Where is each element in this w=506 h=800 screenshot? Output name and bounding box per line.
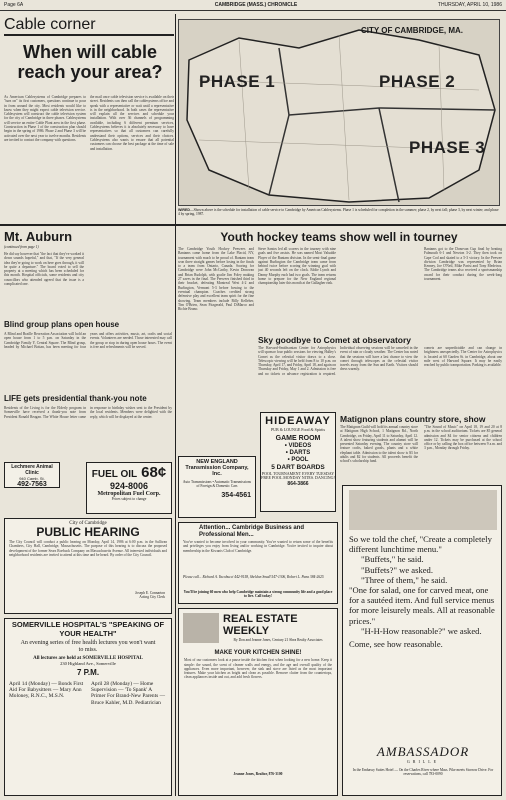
lechmere-title: Lechmere Animal Clinic	[11, 464, 53, 476]
map-phase-3: PHASE 3	[409, 138, 486, 157]
caption-text: —Shown above is the schedule for installation of cable service to Cambridge by American Cablesystems. Phase 1 is scheduled for completion in the summer; phase 2, by next fall; phase 3, by next winter; and phase 4 by spring, 1987.	[178, 208, 499, 217]
ambassador-copy	[349, 534, 497, 649]
paper-name: CAMBRIDGE (MASS.) CHRONICLE	[214, 2, 298, 8]
realestate-body: Most of our customers look at a pause inside the kitchen first when looking for a new home. Keep it simple: the sound, the scent of cleaner walls and energy, and the age and overall quality of the appliances. Even more important, however, the sink and stove are listed as the most important features. Make your kitchen as bright and clean as possible. Remove clutter from the countertops, clean appliances inside and out, and add fresh flowers.	[184, 658, 332, 680]
realestate-head: MAKE YOUR KITCHEN SHINE!	[214, 650, 302, 657]
section-title: Cable corner	[4, 16, 96, 33]
cable-phase-map	[178, 19, 500, 206]
cable-body-col1: As American Cablesystems of Cambridge prepares to "turn on" its first customers, questions continue to pour in from around the city. Most residents would like to know when they might expect cable television service. Cablesystem will construct the cable television system for the city of Cambridge in three phases. Cablesystems will service an entire Cable Plant area in the first phase. Construction in Phase 1 of the construction plan should begin in the spring of 1986. Phase 2 and Phase 3 will be activated over the next year to twelve months. Residents are invited to contact the company with questions.	[4, 95, 86, 142]
hearing-body: The City Council will conduct a public hearing on Monday, April 14, 1986 at 6:00 p.m. in the Sullivan Chambers, City Hall, Cambridge, Massachusetts. The purpose of this hearing is to discuss the proposed development of the former Sears Roebuck Company on Massachusetts Avenue. All interested individuals and neighborhood residents are invited to attend at this time and be heard. By order of the City Council.	[9, 540, 167, 557]
realestate-title: REAL ESTATE WEEKLY	[223, 613, 298, 637]
mtauburn-cont: (continued from page 1)	[4, 245, 39, 249]
comet-body-2: comets are unpredictable and can change in brightness unexpectedly. The Center for Astrophysics is located at 60 Garden St. in Cambridge, about one mile west of Harvard Square. It may be easily reached by public transportation. Parking is available.	[424, 346, 502, 368]
matignon-headline: Matignon plans country store, show	[340, 415, 486, 424]
map-caption	[178, 208, 500, 220]
hockey-body-col3: Bantams got to the Donovan Cup final by beating Falmouth 6-1 and Newton 3-2. They then took on Cape Cod and skated to a 5-3 victory. In the Peewee division Cambridge was represented by Brian Kenney, Joe O'Neil, Mike Parisi and Tony Medeiros. The Cambridge teams also received a sportsmanship award for their conduct during the week-long tournament.	[424, 247, 502, 282]
comet-body: The Harvard-Smithsonian Center for Astrophysics will sponsor four public sessions for viewing Halley's Comet as the celestial visitor draws to a close. Telescopic viewing will be held from 8 to 10 p.m. on Thursday, April 17, and Friday, April 18, and again on Thursday and Friday, May 1 and 2. Admission is free and no tickets or advance registration is required. Individual observing sessions will be canceled in the event of rain or cloudy weather. The Center has noted that the sessions will have a last chance to view the comet through telescopes as the celestial visitor travels away from the Sun and Earth. Visitors should dress warmly.	[258, 346, 418, 376]
lechmere-phone: 492-7563	[17, 481, 47, 488]
attention-footer: You'll be joining 60 men who help Cambridge maintain a strong community life and a good place to live. Call today!	[183, 590, 333, 599]
hideaway-item-2: • DARTS	[285, 450, 311, 456]
blind-body: A Blind and Braille Recreation Association will hold an open house from 1 to 5 p.m. on Saturday in the Cambridge Family Y, Central Square. The Blind group, headed by Michael Bottan, has been meeting for four years and offers activities, music, art, crafts and social events. Volunteers are needed. Those interested may call the group or stop in during open house hours. The event is free and refreshments will be served.	[4, 332, 172, 349]
hearing-sign2: Acting City Clerk	[139, 595, 165, 600]
ambassador-line-4: "One for salad, one for carved meat, one for a sautéed item. And full service menus for more leisurely meals. All at reasonable prices."	[349, 585, 495, 626]
hearing-sign: Joseph E. Connarton	[135, 591, 165, 595]
blind-title: Blind group plans open house	[4, 321, 120, 329]
hockey-headline: Youth hockey teams show well in tourney	[220, 231, 458, 243]
map-phase-2: PHASE 2	[379, 72, 456, 91]
fuel-oil-ad	[86, 462, 172, 514]
public-hearing-ad	[4, 518, 172, 614]
somerville-where: All lectures are held at SOMERVILLE HOSPITAL	[33, 655, 143, 661]
somerville-time: 7 P.M.	[76, 667, 100, 677]
map-phase-1: PHASE 1	[199, 72, 276, 91]
ambassador-name: AMBASSADOR	[376, 744, 470, 759]
fuel-sub: Prices subject to change	[111, 497, 147, 501]
hearing-title: PUBLIC HEARING	[36, 525, 140, 539]
fuel-price: 68¢	[141, 464, 167, 481]
hideaway-item-5: POOL TOURNAMENT EVERY TUESDAY	[261, 470, 335, 476]
fuel-name: Metropolitan Fuel Corp.	[97, 491, 161, 497]
realestate-by: By Don and Jeanne Jones, Century 21 Shea Realty Associates	[233, 638, 323, 642]
hideaway-sub: PUB & LOUNGE Food & Spirits	[270, 427, 326, 432]
lecture-2: April 28 (Monday) — Home Supervision — 'To Spank' A Primer For Brand-New Parents — Bruce Kahler, M.D. Pediatrician	[91, 680, 165, 706]
ambassador-line-2: "Buffets?" we asked.	[361, 564, 434, 575]
cable-headline: When will cable reach your area?	[17, 42, 163, 82]
ambassador-photo	[349, 490, 497, 530]
lechmere-ad	[4, 462, 60, 488]
ambassador-line-6: Come, see how reasonable.	[349, 639, 443, 650]
hideaway-item-0: GAME ROOM	[275, 435, 321, 442]
realestate-footer: Jeanne Jones, Realtor, 876-3100	[233, 772, 283, 777]
real-estate-ad	[178, 608, 338, 796]
map-svg	[179, 20, 500, 206]
paper-date: THURSDAY, APRIL 10, 1986	[437, 2, 502, 8]
page-number: Page 6A	[4, 2, 24, 8]
fuel-title: FUEL OIL	[91, 469, 138, 480]
newengland-phone: 354-4561	[221, 492, 251, 500]
ambassador-line-0: So we told the chef, "Create a completely different lunchtime menu."	[349, 534, 492, 555]
hideaway-phone: 864-3866	[287, 481, 309, 488]
attention-title: Attention... Cambridge Business and Professional Men...	[199, 525, 305, 538]
cable-section-header	[4, 14, 174, 36]
cable-headline-box	[8, 42, 172, 92]
ambassador-addr: In the Embassy Suites Hotel — On the Charles River where Mass. Pike meets Storrow Drive. For reservations, call 783-0090	[352, 768, 494, 777]
cable-body-col2: the mail once cable television service is available on their street. Residents can then call the cablesystems office and speak with a representative or wait until a representative is in the neighborhood. In both cases the representative will explain all the services and schedule your installation. With over 36 channels of programming available, including 6 different premium services, Cablesystems believes it is absolutely necessary to have representatives so that all customers can carefully understand their options, services and their choices. Cablesystems also wants to ensure that all potential customers can choose the best package at the time of sale and installation.	[90, 95, 174, 151]
fuel-phone: 924-8006	[109, 481, 149, 491]
hockey-body-col1: The Cambridge Youth Hockey Peewees and Bantams came home from the Lake Placid, NY, tournament with much to be proud of. Bantam team won three straight games before losing in the finals to a team from Ontario, Canada. Scoring for Cambridge were John McCarthy, Kevin Donovan and Brian Rudolph, with goalie Jim Foley making 27 saves in the final. The Peewees finished third in their bracket, defeating Montreal West 4-2 and Burlington, Vermont 5-3 before bowing to the eventual champion. Coaches credited strong defensive play and excellent team spirit for the fine showing. Team members include Billy Kelleher, Tim O'Brien, Sean Fitzgerald, Paul DiMarco and Richie Bruno.	[178, 247, 254, 312]
lechmere-addr: 940 Camb. St.	[19, 476, 45, 481]
hideaway-item-4: 5 DART BOARDS	[271, 464, 325, 471]
section-rule	[0, 224, 506, 226]
hideaway-item-1: • VIDEOS	[284, 443, 312, 449]
hideaway-item-6: FREE POOL MONDAY NITES. DANCING!	[261, 475, 335, 481]
ambassador-line-5: "H-H-How reasonable?" we asked.	[361, 625, 482, 636]
ambassador-ad	[342, 485, 502, 796]
mtauburn-title: Mt. Auburn	[4, 230, 73, 243]
caption-lead: WIRED	[178, 208, 190, 212]
matignon-body: The Matignon Guild will hold its annual country store at Matignon High School, 1 Matignon Rd., North Cambridge, on Friday, April 11 to Saturday, April 12. A talent show featuring students and alumni will be presented Saturday evening. The country store will feature crafts, baked goods, plants and a white elephant table. Admission to the talent show is $3 for adults and $2 for students. All proceeds benefit the school's scholarship fund.	[340, 425, 418, 464]
mtauburn-body: He did say however that "the fact that they've worked it down sounds hopeful," and that, "If the very general idea they're going to work on here goes through, it will be quite a departure." The board voted to sell the property at a meeting which has been scheduled for this month. Hospital officials, some residents and city councillors who attended agreed that the issue is a complicated one.	[4, 252, 84, 287]
new-england-ad	[178, 456, 256, 518]
hideaway-ad	[260, 412, 336, 512]
masthead	[0, 0, 506, 11]
hideaway-item-3: • POOL	[287, 457, 309, 463]
newengland-body: Auto Transmissions • Automatic Transmissions of Foreign & Domestic Cars	[182, 479, 252, 488]
hockey-body-col2: Steve Santos led all scorers in the tourney with nine goals and five assists. He was named Most Valuable Player of the Bantam division. In the semi-final game against Burlington the Cambridge team came from behind twice before scoring the winning goal with just 40 seconds left on the clock. Eddie Lynch and Danny Murphy each had two goals. The team returns home to prepare for the New England regional championship later this month at the Gallagher rink.	[258, 247, 336, 286]
lecture-1: April 14 (Monday) — Bonds First Aid For Babysitters — Mary Ann Moloney, R.N.C., M.S.N.	[9, 680, 84, 700]
somerville-addr: 230 Highland Ave., Somerville	[60, 660, 116, 666]
somerville-hospital-ad	[4, 618, 172, 796]
realestate-photo	[183, 613, 219, 643]
somerville-title: SOMERVILLE HOSPITAL'S "SPEAKING OF YOUR HEALTH"	[11, 620, 165, 638]
comet-headline: Sky goodbye to Comet at observatory	[258, 336, 412, 345]
ambassador-line-3: "Three of them," he said.	[361, 574, 448, 585]
matignon-body-2: "The Sound of Music" on April 18, 19 and 20 at 8 p.m. in the school auditorium. Tickets are $5 general admission and $4 for senior citizens and children under 12. Tickets may be purchased at the school office or by calling the box office between 9 a.m. and 3 p.m., Monday through Friday.	[424, 425, 502, 451]
column-rule-left	[175, 14, 176, 796]
attention-call: Please call... Richard A. Yacobucci 442-9158, Sheldon Small 547-1306, Robert L. Pana 384-2625	[183, 575, 324, 579]
ambassador-line-1: "Buffets," he said.	[361, 554, 424, 565]
somerville-sub: An evening series of free health lectures you won't want to miss.	[20, 640, 156, 653]
kiwanis-ad	[178, 522, 338, 604]
life-title: LIFE gets presidential thank-you note	[4, 395, 147, 403]
life-body: Residents of the Living is for the Elderly program in Somerville have received a thank-you note from President Ronald Reagan. The White House letter came in response to birthday wishes sent to the President by the local residents. Members were delighted with the reply, which will be displayed at the center.	[4, 406, 172, 419]
hideaway-title: HIDEAWAY	[265, 415, 331, 427]
map-title: CITY OF CAMBRIDGE, MA.	[360, 26, 464, 35]
newengland-title: NEW ENGLAND Transmission Company, Inc.	[185, 459, 249, 478]
ambassador-sub: GRILLE	[406, 759, 440, 764]
hearing-city: City of Cambridge	[69, 521, 107, 526]
attention-body: You've wanted to become involved in your community. You've wanted to return some of the benefits and privileges you enjoy from living and/or working in Cambridge. You're invited to inquire about membership in the Kiwanis Club of Cambridge.	[183, 540, 333, 553]
